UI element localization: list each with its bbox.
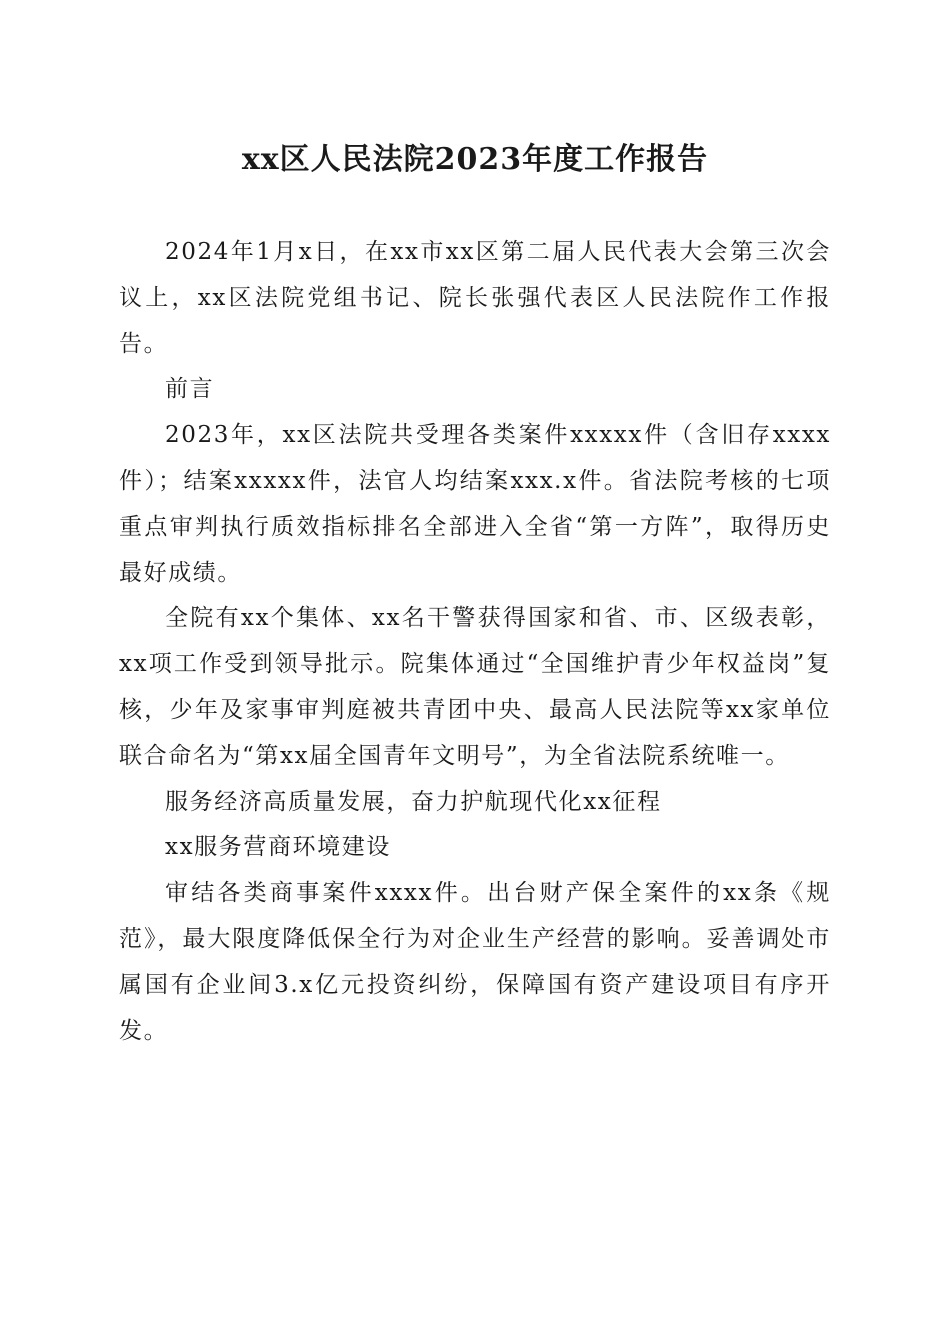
paragraph-commercial-cases: 审结各类商事案件xxxx件。出台财产保全案件的xx条《规范》，最大限度降低保全行为对企业生产经营的影响。妥善调处市属国有企业间3.x亿元投资纠纷，保障国有资产建设项目有序开发。	[119, 880, 831, 1044]
heading-economic-development: 服务经济高质量发展，奋力护航现代化xx征程	[165, 788, 662, 815]
heading-preface: 前言	[165, 376, 215, 403]
paragraph-honors: 全院有xx个集体、xx名干警获得国家和省、市、区级表彰，xx项工作受到领导批示。院集体通过“全国维护青少年权益岗”复核，少年及家事审判庭被共青团中央、最高人民法院等xx家单位联合命名为“第xx届全国青年文明号”，为全省法院系统唯一。	[119, 605, 831, 769]
document-title: xx区人民法院2023年度工作报告	[241, 142, 709, 177]
heading-business-environment: xx服务营商环境建设	[165, 834, 391, 861]
paragraph-intro: 2024年1月x日，在xx市xx区第二届人民代表大会第三次会议上，xx区法院党组书记、院长张强代表区人民法院作工作报告。	[119, 239, 831, 357]
paragraph-case-stats: 2023年，xx区法院共受理各类案件xxxxx件（含旧存xxxx件）；结案xxxxx件，法官人均结案xxx.x件。省法院考核的七项重点审判执行质效指标排名全部进入全省“第一方阵”，取得历史最好成绩。	[119, 422, 831, 586]
document-body	[119, 230, 831, 1054]
